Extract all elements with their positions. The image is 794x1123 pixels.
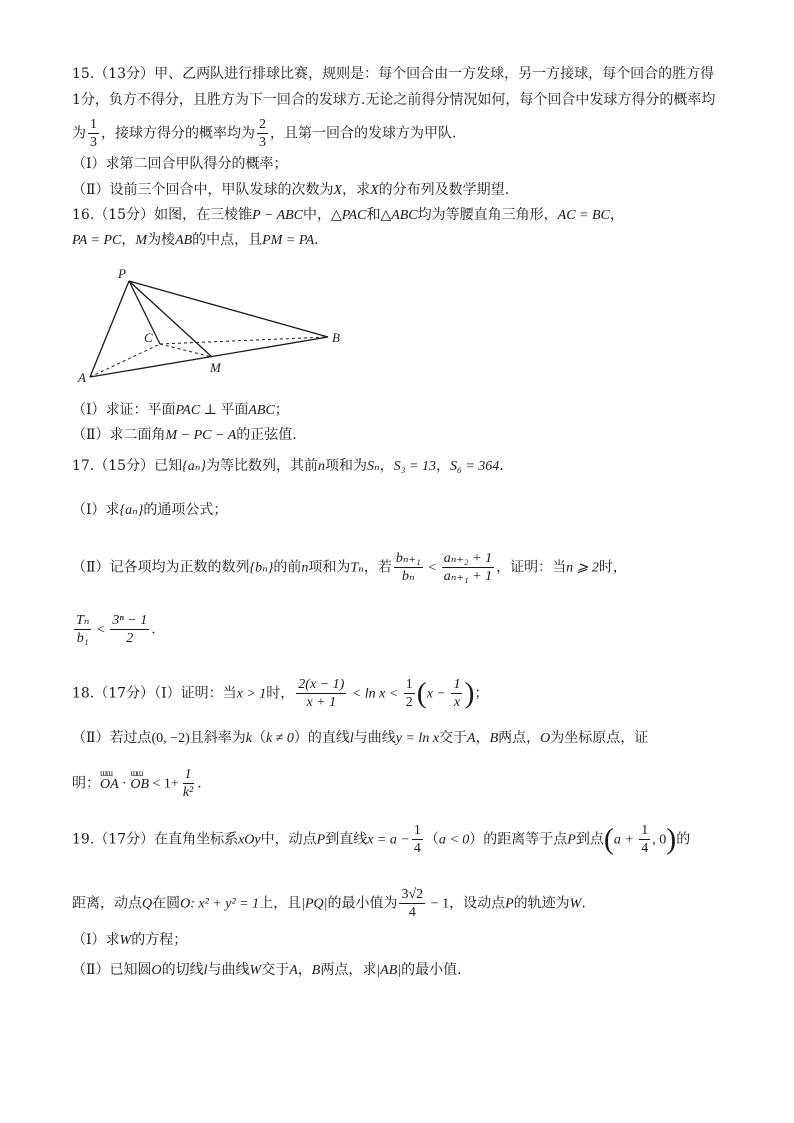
text-fragment: {aₙ}: [119, 503, 144, 518]
q15-part2: [72, 180, 509, 201]
text-fragment: (: [603, 822, 614, 856]
text-fragment: 为坐标原点，证: [550, 730, 649, 746]
text-fragment: △PAC: [331, 208, 367, 223]
q19-line2: [72, 886, 586, 921]
text-fragment: Tₙ: [76, 613, 90, 628]
text-fragment: 两点，: [498, 730, 541, 746]
text-fragment: O: [151, 963, 162, 978]
text-fragment: 与曲线: [353, 730, 396, 746]
fraction-one-over-x: [451, 676, 462, 711]
text-fragment: 3: [259, 135, 266, 150]
text-fragment: （Ⅱ）若过点: [72, 730, 152, 746]
q17-conclusion: [72, 612, 156, 647]
text-fragment: ɯɯ: [100, 767, 113, 778]
fraction-t-over-b: [74, 612, 91, 647]
text-fragment: xOy: [238, 832, 261, 848]
text-fragment: k²: [182, 785, 194, 800]
text-fragment: 的切线: [161, 962, 204, 978]
text-fragment: a < 0: [438, 832, 470, 848]
text-fragment: （: [424, 831, 439, 848]
text-fragment: 2: [126, 631, 134, 646]
text-fragment: 3√2: [401, 887, 424, 902]
q19-part2: [72, 960, 462, 981]
text-fragment: l: [349, 731, 354, 746]
text-fragment: 2: [259, 117, 266, 132]
fraction-one-over-k2: [181, 766, 195, 801]
text-fragment: OB: [130, 776, 150, 792]
text-fragment: X: [333, 183, 343, 198]
text-fragment: 到直线: [325, 831, 368, 848]
text-fragment: PA = PC: [72, 233, 122, 248]
text-fragment: ABC: [248, 403, 275, 418]
text-fragment: ɯɯ: [130, 767, 143, 778]
text-fragment: ，: [609, 207, 624, 223]
text-fragment: 为: [72, 125, 86, 142]
text-fragment: |PQ|: [301, 896, 328, 912]
edge-pa: [90, 281, 129, 377]
text-fragment: W: [119, 933, 132, 948]
text-fragment: ，且第一回合的发球方为甲队.: [270, 125, 457, 142]
text-fragment: 1: [453, 677, 461, 692]
text-fragment: 的方程；: [131, 932, 188, 948]
text-fragment: O: x² + y² = 1: [180, 896, 260, 912]
q16-part2: [72, 425, 297, 446]
text-fragment: 明：: [72, 775, 100, 792]
text-fragment: ）的距离等于点: [469, 831, 568, 848]
text-fragment: AC = BC: [557, 208, 610, 223]
fraction-quarter: [412, 822, 423, 857]
text-fragment: n ⩾ 2: [566, 560, 599, 576]
text-fragment: < ln x <: [348, 686, 402, 702]
text-fragment: 16.（15分）如图，在三棱锥: [72, 207, 253, 223]
text-fragment: （Ⅰ）求证：平面: [72, 402, 176, 418]
q17-part2: [72, 550, 627, 585]
text-fragment: < 1+: [149, 776, 179, 792]
text-fragment: l: [203, 963, 208, 978]
text-fragment: x: [453, 695, 461, 710]
text-fragment: A: [467, 731, 476, 746]
label-a: A: [78, 370, 86, 385]
text-fragment: ，求: [342, 182, 371, 198]
text-fragment: 交于: [261, 962, 290, 978]
q16-line2: [72, 230, 319, 251]
text-fragment: {aₙ}: [182, 459, 206, 474]
fraction-quarter-2: [639, 822, 650, 857]
text-fragment: M: [135, 233, 148, 248]
text-fragment: ，: [121, 232, 136, 248]
text-fragment: 上，且: [259, 895, 302, 912]
text-fragment: 均为等腰直角三角形，: [417, 207, 558, 223]
text-fragment: （Ⅱ）求二面角: [72, 427, 166, 443]
text-fragment: PAC: [175, 403, 201, 418]
edge-ac-hidden: [90, 344, 160, 377]
text-fragment: 的中点，且: [192, 232, 263, 248]
text-fragment: 时，: [266, 685, 295, 702]
text-fragment: （Ⅰ）求: [72, 502, 120, 518]
text-fragment: 项和为: [308, 559, 351, 576]
q18-part2: [72, 728, 648, 749]
text-fragment: .: [151, 621, 156, 638]
text-fragment: 4: [641, 841, 649, 856]
text-fragment: bₙ: [401, 569, 415, 584]
text-fragment: 距离，动点: [72, 895, 142, 912]
text-fragment: Sₙ: [366, 459, 380, 474]
text-fragment: 2(x − 1): [298, 677, 345, 692]
text-fragment: ，: [297, 962, 312, 978]
text-fragment: ，接球方得分的概率均为: [101, 125, 255, 142]
label-m: M: [210, 360, 221, 375]
text-fragment: <: [93, 622, 109, 638]
text-fragment: （: [251, 730, 266, 746]
text-fragment: ；: [474, 685, 489, 702]
text-fragment: x > 1: [236, 686, 267, 702]
text-fragment: 的分布列及数学期望.: [378, 182, 510, 198]
q19-part1: [72, 930, 187, 951]
fraction-3n-minus-1: [110, 612, 149, 647]
text-fragment: 的正弦值.: [236, 427, 297, 443]
text-fragment: y = ln x: [395, 731, 440, 746]
text-fragment: 18.（17分）（Ⅰ）证明：当: [72, 685, 237, 702]
text-fragment: 中，动点: [260, 831, 317, 848]
text-fragment: 两点，求: [320, 962, 377, 978]
text-fragment: W: [249, 963, 262, 978]
text-fragment: 1: [405, 677, 413, 692]
text-fragment: B: [489, 731, 499, 746]
tetrahedron-figure: [72, 262, 362, 390]
text-fragment: M − PC − A: [165, 428, 237, 443]
text-fragment: W: [569, 896, 582, 912]
text-fragment: ): [666, 822, 677, 856]
text-fragment: aₙ₊₂ + 1: [443, 551, 493, 566]
text-fragment: ，: [435, 458, 450, 474]
edge-ab: [90, 337, 328, 377]
text-fragment: .: [581, 895, 586, 912]
text-fragment: △ABC: [380, 208, 418, 223]
text-fragment: P: [567, 832, 576, 848]
text-fragment: 到点: [575, 831, 604, 848]
text-fragment: n: [317, 459, 325, 474]
text-fragment: Q: [142, 896, 153, 912]
text-fragment: x −: [426, 686, 450, 702]
text-fragment: 的最小值为: [327, 895, 398, 912]
text-fragment: （Ⅱ）设前三个回合中，甲队发球的次数为: [72, 182, 334, 198]
label-b: B: [332, 330, 340, 345]
text-fragment: 的最小值.: [401, 962, 462, 978]
text-fragment: − 1: [427, 896, 450, 912]
text-fragment: P − ABC: [252, 208, 304, 223]
text-fragment: k: [245, 731, 252, 746]
q15-line3: [72, 116, 456, 151]
text-fragment: OA: [100, 776, 119, 792]
text-fragment: n: [301, 560, 309, 576]
text-fragment: S₃ = 13: [393, 459, 436, 474]
q17-line1: [72, 456, 504, 477]
text-fragment: S₆ = 364: [449, 459, 500, 474]
text-fragment: 1: [184, 767, 192, 782]
text-fragment: B: [311, 963, 321, 978]
vector-oa: [100, 767, 119, 795]
text-fragment: 19.（17分）在直角坐标系: [72, 831, 239, 848]
text-fragment: （Ⅱ）已知圆: [72, 962, 152, 978]
text-fragment: .: [499, 458, 504, 474]
text-fragment: {bₙ}: [249, 560, 274, 576]
text-fragment: .: [314, 232, 319, 248]
text-fragment: （Ⅱ）记各项均为正数的数列: [72, 559, 250, 576]
q16-part1: [72, 400, 289, 421]
text-fragment: , 0: [652, 832, 667, 848]
text-fragment: x = a −: [367, 832, 410, 848]
label-c: C: [144, 330, 153, 345]
text-fragment: 交于: [439, 730, 468, 746]
text-fragment: 时，: [598, 559, 627, 576]
text-fragment: 在圆: [152, 895, 181, 912]
text-fragment: 3: [90, 135, 97, 150]
q19-line1: [72, 822, 690, 857]
text-fragment: P: [505, 896, 514, 912]
fraction-two-thirds: [257, 116, 268, 151]
text-fragment: (: [416, 676, 427, 710]
fraction-one-third: [88, 116, 99, 151]
text-fragment: 1: [413, 823, 421, 838]
text-fragment: PM = PA: [262, 233, 315, 248]
text-fragment: 的轨迹为: [513, 895, 570, 912]
text-fragment: b₁: [76, 631, 89, 646]
text-fragment: ): [464, 676, 475, 710]
text-fragment: 的通项公式；: [143, 502, 228, 518]
text-fragment: 中，: [303, 207, 332, 223]
text-fragment: O: [540, 731, 551, 746]
text-fragment: 和: [366, 207, 381, 223]
q16-line1: [72, 205, 624, 226]
text-fragment: (0, −2): [151, 731, 190, 746]
q18-line1: [72, 676, 488, 711]
text-fragment: ）的直线: [293, 730, 350, 746]
text-fragment: ⊥: [200, 403, 221, 418]
text-fragment: Tₙ: [350, 560, 364, 576]
text-fragment: ·: [118, 776, 131, 792]
text-fragment: 1: [90, 117, 97, 132]
text-fragment: X: [370, 183, 379, 198]
q15-line2: 1分，负方不得分，且胜方为下一回合的发球方.无论之前得分情况如何，每个回合中发球方得分的概率均: [72, 92, 716, 108]
text-fragment: |AB|: [376, 963, 402, 978]
edge-cb-hidden: [160, 337, 328, 344]
text-fragment: k ≠ 0: [265, 731, 294, 746]
q17-part1: [72, 500, 227, 521]
q15-part1: （Ⅰ）求第二回合甲队得分的概率；: [72, 156, 288, 172]
text-fragment: ，: [379, 458, 394, 474]
text-fragment: AB: [175, 233, 193, 248]
text-fragment: ，证明：当: [496, 559, 567, 576]
text-fragment: <: [424, 560, 440, 576]
text-fragment: （Ⅰ）求: [72, 932, 120, 948]
q15-line1: 15.（13分）甲、乙两队进行排球比赛，规则是：每个回合由一方发球，另一方接球，每个回合的胜方得: [72, 66, 715, 82]
text-fragment: A: [289, 963, 298, 978]
fraction-one-half: [404, 676, 415, 711]
text-fragment: ，设动点: [449, 895, 506, 912]
text-fragment: ，若: [363, 559, 392, 576]
vector-ob: [130, 767, 150, 795]
text-fragment: 的: [676, 831, 691, 848]
text-fragment: aₙ₊₁ + 1: [443, 569, 493, 584]
text-fragment: 2: [405, 695, 413, 710]
text-fragment: bₙ₊₁: [395, 551, 421, 566]
text-fragment: P: [316, 832, 326, 848]
text-fragment: a +: [613, 832, 638, 848]
text-fragment: ，: [475, 730, 490, 746]
text-fragment: x + 1: [306, 695, 337, 710]
fraction-2x-minus-1: [296, 676, 346, 711]
text-fragment: 与曲线: [207, 962, 250, 978]
text-fragment: 且斜率为: [189, 730, 246, 746]
text-fragment: 平面: [220, 402, 249, 418]
text-fragment: 4: [413, 841, 421, 856]
text-fragment: ；: [274, 402, 289, 418]
text-fragment: 的前: [273, 559, 302, 576]
text-fragment: 4: [408, 905, 416, 920]
text-fragment: 项和为: [324, 458, 367, 474]
q18-line3: [72, 766, 202, 801]
text-fragment: .: [197, 775, 202, 792]
fraction-3sqrt2-over-4: [399, 886, 425, 921]
text-fragment: 17.（15分）已知: [72, 458, 183, 474]
fraction-b-ratio: [394, 550, 423, 585]
label-p: P: [118, 266, 126, 281]
fraction-a-ratio: [442, 550, 494, 585]
text-fragment: 3ⁿ − 1: [112, 613, 148, 628]
text-fragment: 为棱: [147, 232, 176, 248]
text-fragment: 1: [641, 823, 649, 838]
text-fragment: 为等比数列，其前: [205, 458, 318, 474]
